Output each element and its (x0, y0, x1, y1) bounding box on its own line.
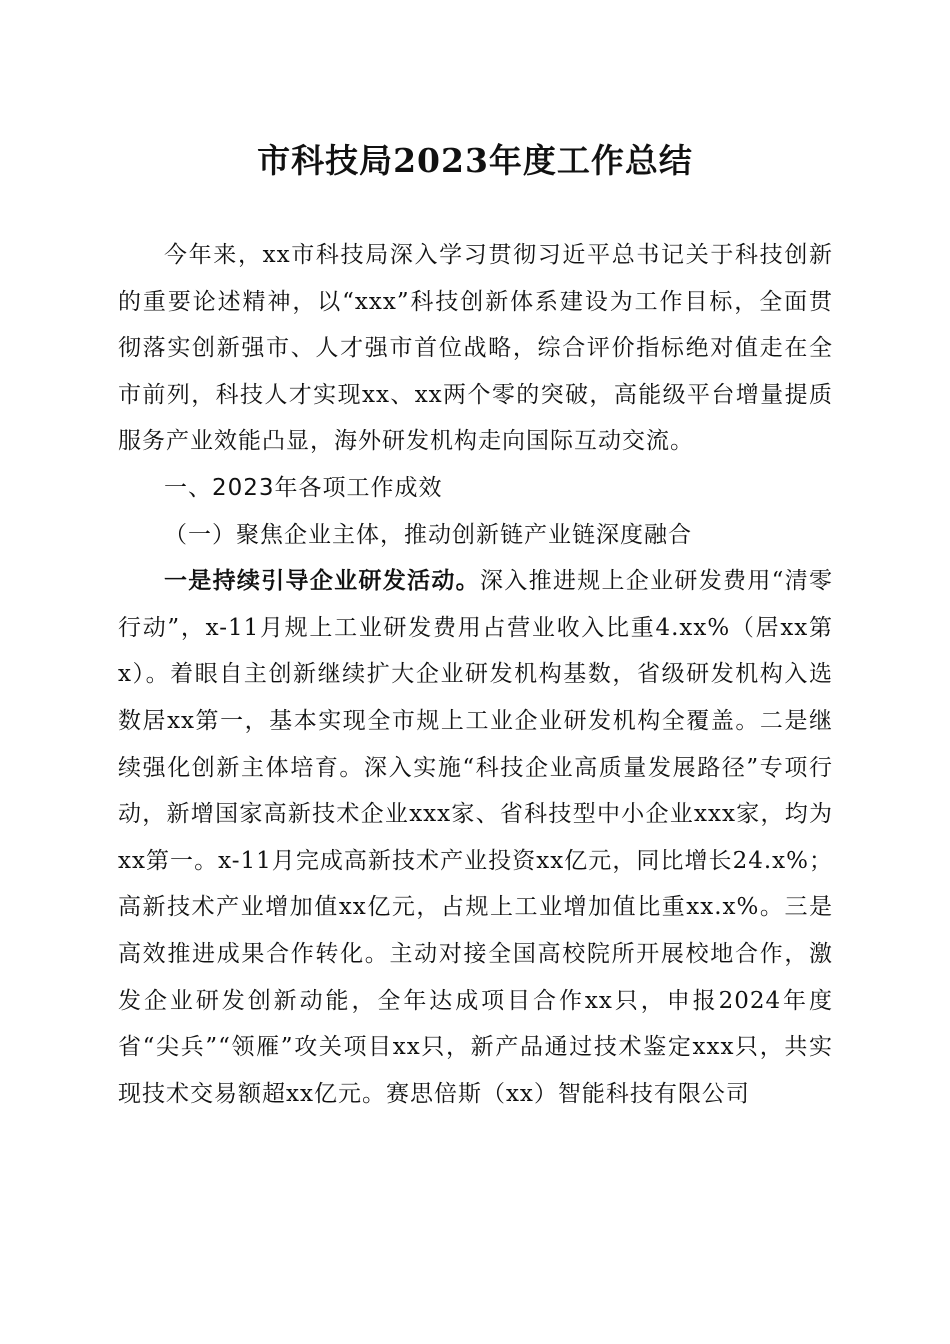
paragraph-text: 深入推进规上企业研发费用“清零行动”，x-11月规上工业研发费用占营业收入比重4.xx%（居xx第x）。着眼自主创新继续扩大企业研发机构基数，省级研发机构入选数居xx第一，基本实现全市规上工业企业研发机构全覆盖。二是继续强化创新主体培育。深入实施“科技企业高质量发展路径”专项行动，新增国家高新技术企业xxx家、省科技型中小企业xxx家，均为xx第一。x-11月完成高新技术产业投资xx亿元，同比增长24.x%；高新技术产业增加值xx亿元，占规上工业增加值比重xx.x%。三是高效推进成果合作转化。主动对接全国高校院所开展校地合作，激发企业研发创新动能，全年达成项目合作xx只，申报2024年度省“尖兵”“领雁”攻关项目xx只，新产品通过技术鉴定xxx只，共实现技术交易额超xx亿元。赛思倍斯（xx）智能科技有限公司 (118, 568, 833, 1107)
section-heading: 一、2023年各项工作成效 (164, 474, 443, 501)
subsection-heading: （一）聚焦企业主体，推动创新链产业链深度融合 (164, 521, 692, 548)
document-title: 市科技局2023年度工作总结 (257, 141, 693, 180)
body-paragraph (118, 558, 833, 1117)
paragraph-lead: 一是持续引导企业研发活动。 (164, 567, 480, 595)
intro-paragraph: 今年来，xx市科技局深入学习贯彻习近平总书记关于科技创新的重要论述精神，以“xxx”科技创新体系建设为工作目标，全面贯彻落实创新强市、人才强市首位战略，综合评价指标绝对值走在全市前列，科技人才实现xx、xx两个零的突破，高能级平台增量提质服务产业效能凸显，海外研发机构走向国际互动交流。 (118, 242, 833, 455)
document-body (118, 232, 833, 1117)
